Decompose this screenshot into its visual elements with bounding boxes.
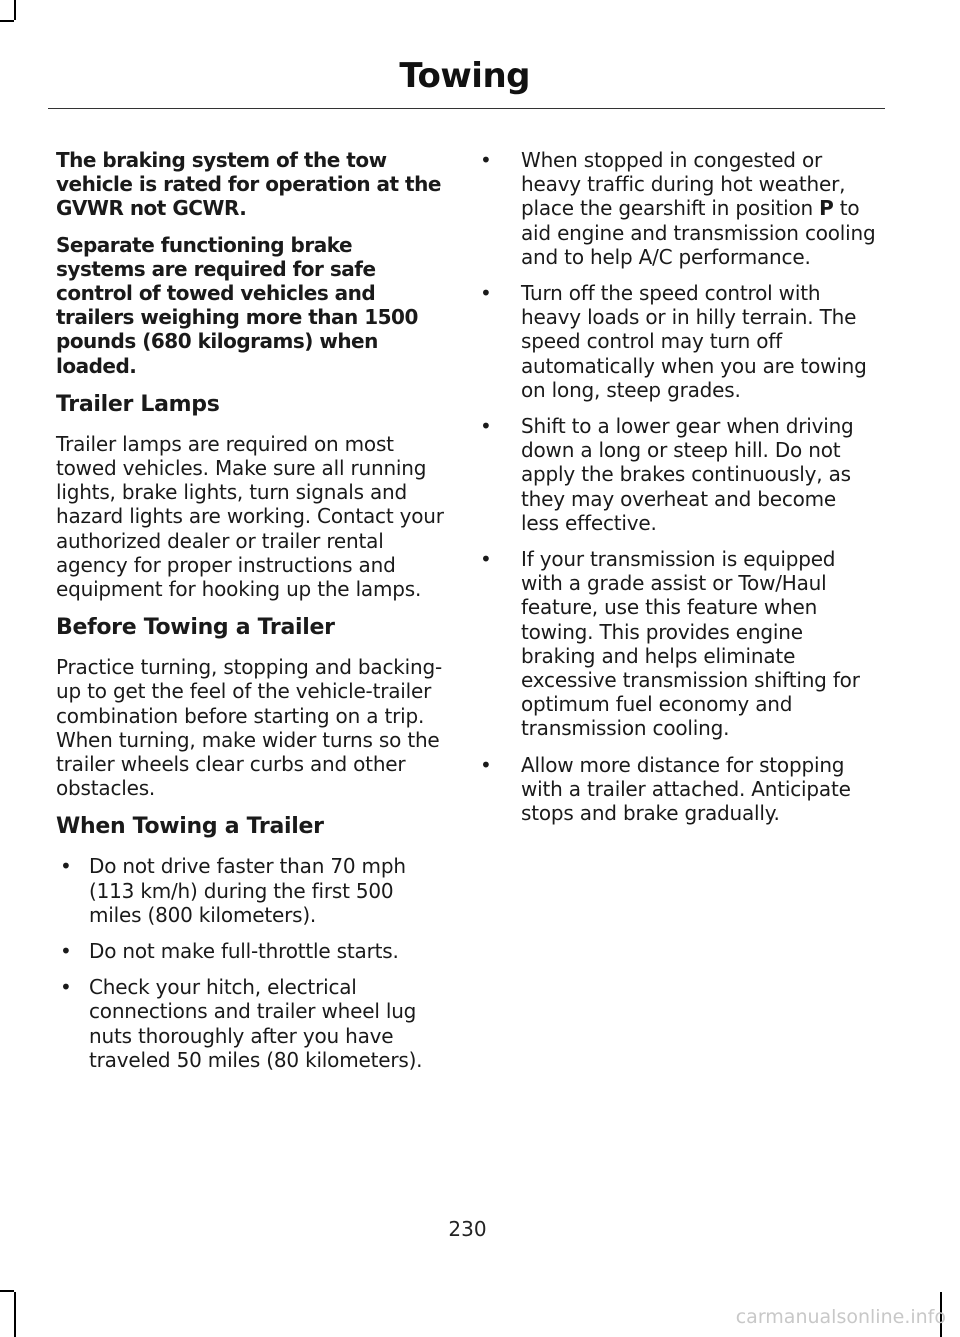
heading-trailer-lamps: Trailer Lamps (56, 391, 220, 417)
list-item-text: If your transmission is equipped with a grade assist or Tow/Haul feature, use this feature when towing. This provides engine braking and helps eliminate excessive transmission shifting for optimum fuel economy and transmission cooling. (521, 547, 860, 741)
crop-mark (14, 0, 16, 20)
list-item (476, 414, 880, 535)
list-item-text: Turn off the speed control with heavy loads or in hilly terrain. The speed control may turn off automatically when you are towing on long, steep grades. (521, 281, 867, 402)
list-item-text-post: to aid engine and transmission cooling and to help A/C performance. (521, 196, 876, 269)
crop-mark (0, 1290, 14, 1292)
heading-before-towing: Before Towing a Trailer (56, 615, 335, 641)
list-item-text: Do not make full-throttle starts. (89, 939, 399, 964)
bullet-icon: • (480, 281, 492, 306)
list-item-text-pre: When stopped in congested or heavy traffic during hot weather, place the gearshift in position (521, 148, 846, 221)
list-towing-continued (476, 148, 880, 825)
bullet-icon: • (60, 939, 72, 964)
list-item-text: Do not drive faster than 70 mph (113 km/h) during the first 500 miles (800 kilometers). (89, 854, 406, 927)
crop-mark (0, 20, 14, 22)
bullet-icon: • (60, 854, 72, 879)
warning-brake-systems: Separate functioning brake systems are required for safe control of towed vehicles and trailers weighing more than 1500 pounds (680 kilograms) when loaded. (56, 232, 418, 378)
bullet-icon: • (480, 547, 492, 572)
list-when-towing (56, 854, 446, 1072)
bullet-icon: • (480, 414, 492, 439)
bullet-icon: • (480, 752, 492, 777)
list-item (56, 939, 446, 963)
paragraph-before-towing: Practice turning, stopping and backing-up to get the feel of the vehicle-trailer combination before starting on a trip. When turning, make wider turns so the trailer wheels clear curbs and other obstacles. (56, 655, 442, 801)
list-item (476, 547, 880, 741)
bullet-icon: • (480, 148, 492, 172)
list-item (476, 148, 880, 269)
page-number: 230 (448, 1217, 487, 1241)
heading-when-towing: When Towing a Trailer (56, 814, 324, 840)
header-divider (48, 108, 885, 109)
crop-mark (14, 1292, 16, 1337)
right-column (476, 148, 880, 837)
paragraph-trailer-lamps: Trailer lamps are required on most towed vehicles. Make sure all running lights, brake lights, turn signals and hazard lights are working. Contact your authorized dealer or trailer rental agency for proper instructions and equipment for hooking up the lamps. (56, 431, 444, 602)
page-title: Towing (399, 56, 530, 96)
watermark: carmanualsonline.info (735, 1306, 946, 1328)
list-item (56, 975, 446, 1072)
gear-position-p: P (819, 196, 834, 221)
list-item (56, 854, 446, 927)
list-item (476, 281, 880, 402)
list-item-text: Allow more distance for stopping with a trailer attached. Anticipate stops and brake gradually. (521, 752, 851, 826)
bullet-icon: • (60, 975, 72, 1000)
warning-gvwr: The braking system of the tow vehicle is rated for operation at the GVWR not GCWR. (56, 148, 441, 221)
left-column (56, 148, 446, 1084)
list-item-text: Check your hitch, electrical connections and trailer wheel lug nuts thoroughly after you have traveled 50 miles (80 kilometers). (89, 975, 423, 1072)
list-item-text: Shift to a lower gear when driving down a long or steep hill. Do not apply the brakes continuously, as they may overheat and become less effective. (521, 414, 854, 535)
list-item (476, 753, 880, 826)
